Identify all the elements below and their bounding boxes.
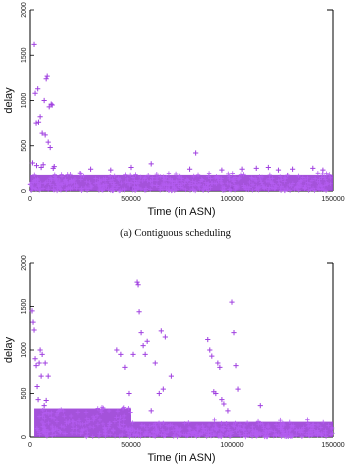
chart-b-ytick-label: 1500 xyxy=(21,298,28,315)
chart-a-data-point xyxy=(193,150,198,155)
chart-a-data-point xyxy=(35,86,40,91)
chart-a-dense-band xyxy=(28,171,333,193)
chart-b-data-point xyxy=(209,353,214,358)
chart-b-ytick-label: 2000 xyxy=(21,255,28,271)
chart-b-data-point xyxy=(30,320,35,325)
chart-a-svg xyxy=(0,0,351,218)
chart-b-data-point xyxy=(161,387,166,392)
chart-b-y-axis-label: delay xyxy=(3,336,15,364)
chart-a-data-point xyxy=(44,76,49,81)
chart-a-ytick-label: 1000 xyxy=(21,92,28,109)
chart-a-data-point xyxy=(30,160,35,165)
chart-a-data-point xyxy=(219,168,224,173)
chart-b-data-point xyxy=(145,339,150,344)
chart-a-data-point xyxy=(32,91,37,96)
chart-b-data-point xyxy=(42,403,47,408)
chart-b-data-point xyxy=(36,360,41,365)
chart-a-data-point xyxy=(45,73,50,78)
chart-a-points xyxy=(30,42,326,173)
chart-b-data-point xyxy=(46,374,51,379)
chart-b-x-axis-label: Time (in ASN) xyxy=(147,452,216,464)
chart-b-data-point xyxy=(43,360,48,365)
chart-a-data-point xyxy=(108,168,113,173)
chart-b-xtick-label: 0 xyxy=(28,442,32,449)
chart-a-data-point xyxy=(88,167,93,172)
chart-a-data-point xyxy=(34,163,39,168)
chart-a-xtick-label: 0 xyxy=(28,196,32,203)
chart-b-data-point xyxy=(39,374,44,379)
chart-a-data-point xyxy=(310,166,315,171)
chart-b-data-point xyxy=(163,334,168,339)
chart-a-data-point xyxy=(36,120,41,125)
chart-b-data-point xyxy=(135,282,140,287)
chart-b-data-point xyxy=(32,356,37,361)
chart-a-y-axis-label: delay xyxy=(3,87,15,114)
chart-a-data-point xyxy=(290,167,295,172)
chart-b-ytick-label: 1000 xyxy=(21,342,28,358)
chart-b-data-point xyxy=(225,408,230,413)
chart-a-xtick-label: 100000 xyxy=(220,196,244,203)
chart-b-data-point xyxy=(31,327,36,332)
chart-b-data-point xyxy=(35,397,40,402)
chart-a-data-point xyxy=(276,168,281,173)
chart-a-band-mark xyxy=(316,171,320,175)
chart-a-x-axis-label: Time (in ASN) xyxy=(147,206,216,218)
chart-a-ytick-label: 500 xyxy=(21,139,28,152)
chart-a-ytick-label: 0 xyxy=(21,189,28,193)
chart-b-ytick-label: 500 xyxy=(21,387,28,400)
chart-b-points xyxy=(29,280,262,414)
chart-b-xtick-label: 150000 xyxy=(321,442,345,449)
chart-a-data-point xyxy=(254,166,259,171)
chart-a-data-point xyxy=(42,98,47,103)
chart-b-data-point xyxy=(233,363,238,368)
chart-a-data-point xyxy=(187,167,192,172)
chart-b-data-point xyxy=(136,309,141,314)
chart-b-data-point xyxy=(235,387,240,392)
chart-b-data-point xyxy=(153,360,158,365)
chart-b-data-point xyxy=(159,328,164,333)
chart-a-data-point xyxy=(48,145,53,150)
chart-b-data-point xyxy=(207,347,212,352)
chart-a-xtick-label: 50000 xyxy=(121,196,141,203)
chart-b-data-point xyxy=(139,330,144,335)
chart-a-data-point xyxy=(266,165,271,170)
chart-b-data-point xyxy=(157,391,162,396)
chart-b-band-mark xyxy=(305,417,309,421)
chart-a-data-point xyxy=(38,114,43,119)
chart-b-data-point xyxy=(114,347,119,352)
chart-a-data-point xyxy=(320,168,325,173)
chart-a-data-point xyxy=(46,140,51,145)
chart-panel-a xyxy=(0,0,351,218)
chart-b-dense-band xyxy=(34,405,335,439)
chart-b-data-point xyxy=(122,365,127,370)
chart-a-xtick-label: 150000 xyxy=(321,196,345,203)
chart-a-data-point xyxy=(240,167,245,172)
chart-b-data-point xyxy=(33,363,38,368)
chart-a-data-point xyxy=(33,121,38,126)
chart-b-data-point xyxy=(258,403,263,408)
chart-b-data-point xyxy=(44,398,49,403)
chart-b-data-point xyxy=(149,408,154,413)
chart-a-caption: (a) Contiguous scheduling xyxy=(120,228,231,239)
chart-panel-b xyxy=(0,244,351,464)
chart-b-xtick-label: 50000 xyxy=(121,442,141,449)
chart-b-xtick-label: 100000 xyxy=(220,442,244,449)
chart-a-data-point xyxy=(31,42,36,47)
chart-b-data-point xyxy=(229,300,234,305)
chart-b-data-point xyxy=(34,384,39,389)
chart-b-data-point xyxy=(169,374,174,379)
chart-b-data-point xyxy=(118,352,123,357)
chart-a-ytick-label: 2000 xyxy=(21,2,28,18)
chart-a-ytick-label: 1500 xyxy=(21,47,28,64)
chart-a-data-point xyxy=(149,161,154,166)
chart-b-data-point xyxy=(130,352,135,357)
chart-b-data-point xyxy=(126,391,131,396)
chart-b-band-mark xyxy=(212,418,216,422)
chart-b-data-point xyxy=(134,280,139,285)
chart-b-data-point xyxy=(231,330,236,335)
chart-b-ytick-label: 0 xyxy=(21,435,28,439)
chart-b-data-point xyxy=(205,337,210,342)
chart-b-data-point xyxy=(143,352,148,357)
chart-a-data-point xyxy=(128,165,133,170)
chart-b-svg xyxy=(0,244,351,464)
chart-b-data-point xyxy=(141,343,146,348)
